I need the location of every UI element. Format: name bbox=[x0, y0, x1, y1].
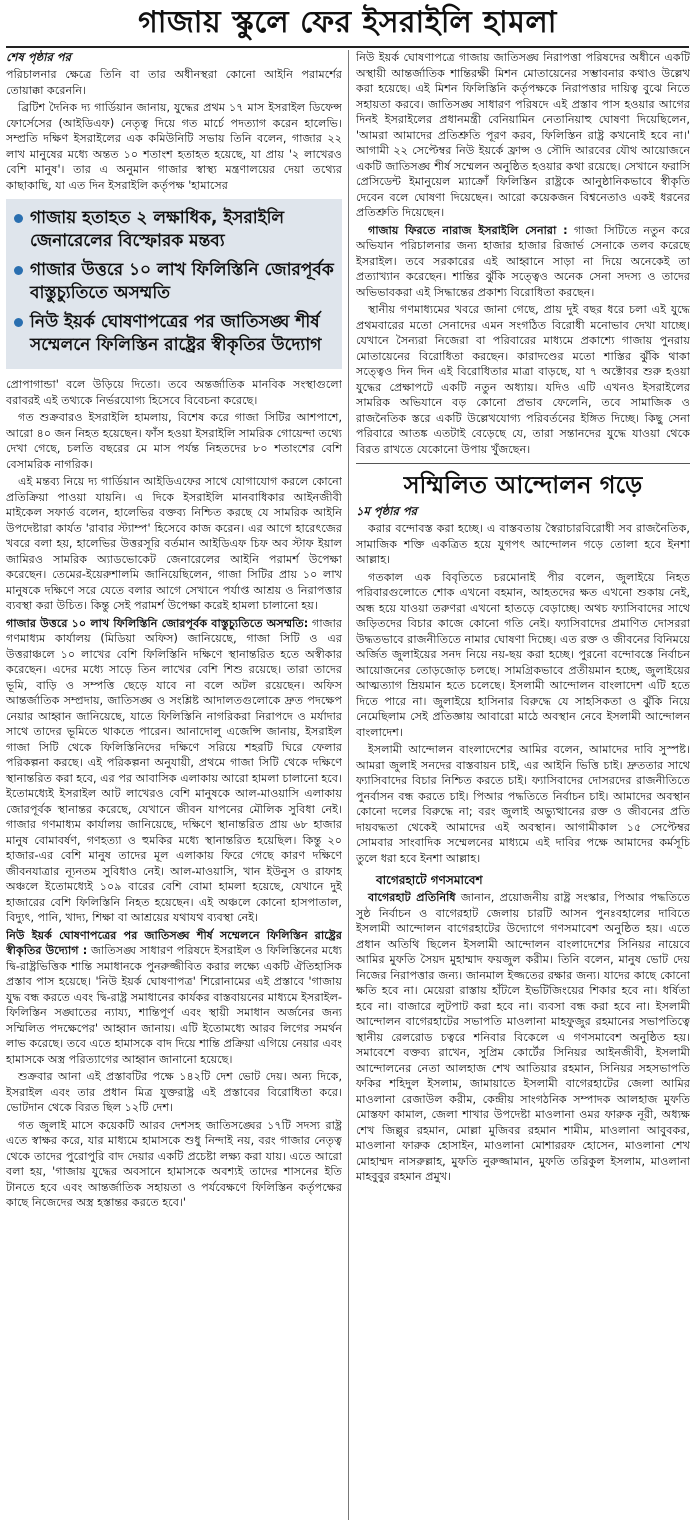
highlights-box bbox=[6, 199, 342, 369]
right-paragraph: ইসলামী আন্দোলন বাংলাদেশের আমির বলেন, আমাদের দাবি সুস্পষ্ট। আমরা জুলাই সনদের বাস্তবায়ন চাই, এর আইনি ভিত্তি চাই। দ্রুততার সাথে ফ্যাসিবাদের বিচার নিশ্চিত করতে চাই। ফ্যাসিবাদের দোসরদের রাজনীতিতে পুনর্বাসন বন্ধ করতে চাই। পিআর পদ্ধতিতে নির্বাচন চাই। আমাদের অবস্থান কোনো দলের বিরুদ্ধে না; বরং জুলাই অভ্যুত্থানের রক্ত ও জীবনের প্রতি দায়বদ্ধতা থেকেই আমাদের এই অবস্থান। আগামীকাল ১৫ সেপ্টেম্বর সোমবার সাংবাদিক সম্মেলনের মাধ্যমে এই দাবির পক্ষে আমাদের কর্মসূচি তুলে ধরা হবে ইনশা আল্লাহ। bbox=[356, 743, 690, 865]
bullet-icon bbox=[14, 214, 23, 223]
left-paragraph: এই মন্তব্য নিয়ে দ্য গার্ডিয়ান আইডিএফের সাথে যোগাযোগ করলে কোনো প্রতিক্রিয়া পাওয়া যায়নি। এ দিকে ইসরাইলি মানবাধিকার আইনজীবী মাইকেল সফার্ড বলেন, হালেভির বক্তব্য নিশ্চিত করছে যে সামরিক আইনি উপদেষ্টারা কার্যত 'রাবার স্ট্যাম্প' হিসেবে কাজ করেন। এর আগে হারেৎজের খবরে বলা হয়, হালেভির উত্তরসূরি বর্তমান আইডিএফ চিফ অব স্টাফ ইয়াল জামিরও সামরিক অ্যাডভোকেট জেনারেলের আইনি পরামর্শ উপেক্ষা করেছেন। তেমের-ইয়েরুশালমি জানিয়েছিলেন, গাজা সিটির প্রায় ১০ লাখ মানুষকে দক্ষিণে সরে যেতে বলার আগে সেখানে পর্যাপ্ত আশ্রয় ও নিরাপত্তার ব্যবস্থা করা উচিত। কিন্তু সেই পরামর্শ উপেক্ষা করেই হামলা চালানো হয়। bbox=[6, 475, 342, 612]
section-headline: সম্মিলিত আন্দোলন গড়ে bbox=[356, 463, 690, 500]
left-paragraph: ব্রিটিশ দৈনিক দ্য গার্ডিয়ান জানায়, যুদ্ধের প্রথম ১৭ মাস ইসরাইল ডিফেন্স ফোর্সেসের (আইডিএফ) নেতৃত্ব দিয়ে গত মার্চে পদত্যাগ করেন হালেভি। সম্প্রতি দক্ষিণ ইসরাইলের এক কমিউনিটি সভায় তিনি বলেন, গাজার ২২ লাখ মানুষের মধ্যে অন্তত ১০ শতাংশ হতাহত হয়েছে, যা প্রায় '২ লাখেরও বেশি মানুষ'। তার এ অনুমান গাজার স্বাস্থ্য মন্ত্রণালয়ের দেয়া তথ্যের কাছাকাছি, যা এত দিন ইসরাইলি কর্তৃপক্ষ 'হামাসের bbox=[6, 101, 342, 192]
left-paragraph: গত শুক্রবারও ইসরাইলি হামলায়, বিশেষ করে গাজা সিটির আশপাশে, আরো ৪০ জন নিহত হয়েছেন। ফাঁস হওয়া ইসরাইলি সামরিক গোয়েন্দা তথ্যে দেখা গেছে, চলতি বছরের মে মাস পর্যন্ত নিহতদের ৮০ শতাংশের বেশি বেসামরিক নাগরিক। bbox=[6, 411, 342, 471]
left-paragraph: গত জুলাই মাসে কয়েকটি আরব দেশসহ জাতিসঙ্ঘের ১৭টি সদস্য রাষ্ট্র এতে স্বাক্ষর করে, যার মাধ্যমে হামাসকে শুধু নিন্দাই নয়, বরং গাজার নেতৃত্ব থেকে তাদের পুরোপুরি বাদ দেয়ার একটি প্রচেষ্টা লক্ষ্য করা যায়। এতে আরো বলা হয়, 'গাজায় যুদ্ধের অবসানে হামাসকে অবশ্যই তাদের শাসনের ইতি টানতে হবে এবং আন্তর্জাতিক সহায়তা ও পর্যবেক্ষণে ফিলিস্তিন কর্তৃপক্ষের কাছে নিজেদের অস্ত্র হস্তান্তর করতে হবে।' bbox=[6, 1118, 342, 1209]
left-kicker: শেষ পৃষ্ঠার পর bbox=[6, 50, 71, 64]
right-paragraph: স্থানীয় গণমাধ্যমের খবরে জানা গেছে, প্রায় দুই বছর ধরে চলা এই যুদ্ধে প্রথমবারের মতো সেনাদের এমন সংগঠিত বিরোধী মনোভাব দেখা যাচ্ছে। যেখানে সৈন্যরা নিজেরা বা পরিবারের মাধ্যমে প্রকাশ্যে গাজায় পুনরায় মোতায়েনের বিরোধিতা করছেন। কারাদণ্ডের মতো শাস্তির ঝুঁকি থাকা সত্ত্বেও দিন দিন এই বিরোধিতার মাত্রা বাড়ছে, যা ৭ অক্টোবর শুরু হওয়া যুদ্ধের প্রেক্ষাপটে একটি নতুন অধ্যায়। যদিও এটি এখনও ইসরাইলের সামরিক অভিযানে বড় কোনো প্রভাব ফেলেনি, তবে সামাজিক ও রাজনৈতিক স্তরে একটি উল্লেখযোগ্য পরিবর্তনের ইঙ্গিত দিচ্ছে। কিছু সেনা পরিবারে আতঙ্ক এতটাই বেড়েছে যে, তারা সন্তানদের যুদ্ধে যাওয়া থেকে বিরত রাখতে যেকোনো উপায় খুঁজছেন। bbox=[356, 303, 690, 456]
bullet-icon bbox=[14, 266, 23, 275]
highlight-item: গাজার উত্তরে ১০ লাখ ফিলিস্তিনি জোরপূর্বক বাস্তুচ্যুতিতে অসম্মতি bbox=[12, 259, 336, 305]
left-paragraph: গাজার উত্তরে ১০ লাখ ফিলিস্তিনি জোরপূর্বক বাস্তুচ্যুতিতে অসম্মতি: গাজার গণমাধ্যম কার্যালয় (মিডিয়া অফিস) জানিয়েছে, গাজা সিটি ও এর উত্তরাঞ্চলে ১০ লাখের বেশি ফিলিস্তিনি দক্ষিণে স্থানান্তরিত হতে অস্বীকার করেছেন। এদের মধ্যে সাড়ে তিন লাখের বেশি শিশু রয়েছে। তারা তাদের ভূমি, বাড়ি ও সম্পত্তি ছেড়ে যাবে না বলে অটল রয়েছেন। অফিস আন্তর্জাতিক সম্প্রদায়, জাতিসঙ্ঘ ও সংশ্লিষ্ট আদালতগুলোকে দ্রুত পদক্ষেপ নেয়ার আহ্বান জানিয়েছে, যাতে ফিলিস্তিনি নাগরিকরা নিরাপদে ও মর্যাদার সাথে তাদের ভূমিতে থাকতে পারেন। আনাদোলু এজেন্সি জানায়, ইসরাইল গাজা সিটি থেকে ফিলিস্তিনিদের দক্ষিণে সরিয়ে শহরটি ঘিরে ফেলার পরিকল্পনা করছে। এই পরিকল্পনা অনুযায়ী, প্রথমে গাজা সিটি থেকে দক্ষিণে স্থানান্তরিত করা হবে, এর পর আবাসিক এলাকায় আরো হামলা চালানো হবে। ইতোমধ্যেই ইসরাইল আট লাখেরও বেশি মানুষকে আল-মাওয়াসি এলাকায় জোরপূর্বক স্থানান্তর করেছে, যেখানে জীবন যাপনের মৌলিক সুবিধা নেই। গাজার গণমাধ্যম কার্যালয় জানিয়েছে, দক্ষিণে স্থানান্তরিত প্রায় ৬৮ হাজার মানুষ বোমাবর্ষণ, গণহত্যা ও হুমকির মধ্যে স্থানান্তরিত হয়েছিল। কিন্তু ২০ হাজার-এর বেশি মানুষ তাদের মূল এলাকায় ফিরে গেছে কারণ দক্ষিণে জীবনযাত্রার ন্যূনতম সুবিধাও নেই। আল-মাওয়াসি, খান ইউনুস ও রাফাহ অঞ্চলে ইতোমধ্যেই ১০৯ বারের বেশি বোমা হামলা হয়েছে, যেখানে দুই হাজারের বেশি ফিলিস্তিনি নিহত হয়েছেন। এই অঞ্চলে কোনো হাসপাতাল, বিদ্যুৎ, পানি, খাদ্য, শিক্ষা বা আশ্রয়ের যথাযথ ব্যবস্থা নেই। bbox=[6, 616, 342, 924]
right-paragraph: নিউ ইয়র্ক ঘোষণাপত্রে গাজায় জাতিসঙ্ঘ নিরাপত্তা পরিষদের অধীনে একটি অস্থায়ী আন্তর্জাতিক শান্তিরক্ষী মিশন মোতায়েনের সম্ভাবনার কথাও উল্লেখ করা হয়েছে। এই মিশন ফিলিস্তিনি কর্তৃপক্ষকে নিরাপত্তার দায়িত্ব বুঝে নিতে সহায়তা করবে। জাতিসঙ্ঘ সাধারণ পরিষদে এই প্রস্তাব পাস হওয়ার আগের দিনই ইসরাইলের প্রধানমন্ত্রী বেনিয়ামিন নেতানিয়াহু ঘোষণা দিয়েছিলেন, 'আমরা আমাদের প্রতিশ্রুতি পূরণ করব, ফিলিস্তিন রাষ্ট্র কখনোই হবে না।' আগামী ২২ সেপ্টেম্বর নিউ ইয়র্কে ফ্রান্স ও সৌদি আরবের যৌথ আয়োজনে একটি জাতিসঙ্ঘ শীর্ষ সম্মেলন অনুষ্ঠিত হওয়ার কথা রয়েছে। সেখানে ফরাসি প্রেসিডেন্ট ইমানুয়েল ম্যাক্রোঁ ফিলিস্তিন রাষ্ট্রকে আনুষ্ঠানিকভাবে স্বীকৃতি দেবেন বলে ঘোষণা দিয়েছেন। আরো কয়েকজন বিশ্বনেতাও একই ধরনের প্রতিশ্রুতি দিয়েছেন। bbox=[356, 51, 690, 219]
column-divider bbox=[348, 50, 349, 1520]
right-paragraph: বাগেরহাট প্রতিনিধি জানান, প্রয়োজনীয় রাষ্ট্র সংস্কার, পিআর পদ্ধতিতে সুষ্ঠ নির্বাচন ও বাগেরহাট জেলায় চারটি আসন পুনঃবহালের দাবিতে ইসলামী আন্দোলন বাগেরহাটের উদ্যোগে গণসমাবেশ অনুষ্ঠিত হয়। এতে প্রধান অতিথি ছিলেন ইসলামী আন্দোলন বাংলাদেশের সিনিয়র নায়েবে আমির মুফতি সৈয়দ মুহাম্মাদ ফয়জুল করীম। তিনি বলেন, মানুষ ভোট দেয় নিজের নিরাপত্তার জন্য। জানমাল ইজ্জতের রক্ষার জন্য। যাদের কাছে কোনো ক্ষতি হবে না। মেয়েরা রাস্তায় হাঁটলে ইভটিজিংয়ের শিকার হবে না। ধর্ষিতা হবে না। বাজারে লুটপাট করা হবে না। ব্যবসা বন্ধ করা হবে না। ইসলামী আন্দোলন বাগেরহাটের সভাপতি মাওলানা মাহফুজুর রহমানের সভাপতিত্বে স্থানীয় রেলরোড চত্বরে শনিবার বিকেলে এ গণসমাবেশ অনুষ্ঠিত হয়। সমাবেশে বক্তব্য রাখেন, সুপ্রিম কোর্টের সিনিয়র আইনজীবী, ইসলামী আন্দোলনের নেতা আলহাজ শেখ আতিয়ার রহমান, সিনিয়র সহসভাপতি ফকির শহিদুল ইসলাম, জামায়াতে ইসলামী বাগেরহাটের জেলা আমির মাওলানা রেজাউল করীম, কেন্দ্রীয় সাংগঠনিক সম্পাদক আলহাজ মুফতি মোস্তফা কামাল, জেলা শাখার উপদেষ্টা মাওলানা ওমর ফারুক নূরী, অধ্যক্ষ শেখ জিল্লুর রহমান, মোল্লা মুজিবর রহমান শামীম, মাওলানা আবুবকর, মাওলানা ফারুক হোসাইন, মাওলানা মোশাররফ হোসেন, মাওলানা শেখ মোহাম্মদ নাসরুল্লাহ, মুফতি নুরুজ্জামান, মুফতি তরিকুল ইসলাম, মাওলানা মাহবুবুর রহমান প্রমুখ। bbox=[356, 891, 690, 1183]
right-column bbox=[356, 50, 690, 1522]
right-paragraph: গাজায় ফিরতে নারাজ ইসরাইলি সেনারা : গাজা সিটিতে নতুন করে অভিযান পরিচালনার জন্য হাজার হাজার রিজার্ভ সেনাকে তলব করেছে ইসরাইল। তবে সরকারের এই আহ্বানে সাড়া না দিয়ে অনেকেই তা প্রত্যাখ্যান করেছেন। শান্তির ঝুঁকি সত্ত্বেও অনেক সেনা সদস্য ও তাদের অভিভাবকরা এই সিদ্ধান্তের প্রকাশ্য বিরোধিতা করছেন। bbox=[356, 223, 690, 299]
subsection-title: বাগেরহাটে গণসমাবেশ bbox=[376, 873, 483, 887]
right-paragraph: গতকাল এক বিবৃতিতে চরমোনাই পীর বলেন, জুলাইয়ে নিহত পরিবারগুলোতে শোক এখনো বহমান, আহতদের ক্ষত এখনো শুকায় নেই, অন্ধ হয়ে যাওয়া তরুণরা এখনো হাতড়ে বেড়াচ্ছে। অথচ ফ্যাসিবাদের সাথে জড়িতদের বিচার কাজে কোনো গতি নেই। ফ্যাসিবাদের প্রমাণিত দোসররা উদ্ধতভাবে রাজনীতিতে নামার ঘোষণা দিচ্ছে। এত রক্ত ও জীবনের বিনিময়ে অর্জিত জুলাইয়ের সনদ নিয়ে নয়-ছয় করা হচ্ছে। পুরনো বন্দোবস্তে নির্বাচন আয়োজনের তোড়জোড় চলছে। সামগ্রিকভাবে প্রতীয়মান হচ্ছে, জুলাইয়ের আত্মত্যাগ ম্রিয়মান হতে চলেছে। ইসলামী আন্দোলন বাংলাদেশ এটি হতে দিতে পারে না। জুলাইয়ে হাসিনার বিরুদ্ধে যে সাহসিকতা ও ঝুঁকি নিয়ে নেমেছিলাম সেই প্রতিজ্ঞায় আবারো মাঠে অবস্থান নেবে ইসলামী আন্দোলন বাংলাদেশ। bbox=[356, 570, 690, 739]
left-paragraph: শুক্রবার আনা এই প্রস্তাবটির পক্ষে ১৪২টি দেশ ভোট দেয়। অন্য দিকে, ইসরাইল এবং তার প্রধান মিত্র যুক্তরাষ্ট্র এই প্রস্তাবের বিরোধিতা করে। ভোটদান থেকে বিরত ছিল ১২টি দেশ। bbox=[6, 1070, 342, 1114]
left-paragraph: প্রোপাগান্ডা' বলে উড়িয়ে দিতো। তবে অন্তর্জাতিক মানবিক সংস্থাগুলো বরাবরই এই তথ্যকে নির্ভরযোগ্য হিসেবে বিবেচনা করেছে। bbox=[6, 378, 342, 407]
right-subhead: গাজায় ফিরতে নারাজ ইসরাইলি সেনারা : bbox=[368, 223, 568, 237]
left-subhead: গাজার উত্তরে ১০ লাখ ফিলিস্তিনি জোরপূর্বক বাস্তুচ্যুতিতে অসম্মতি: bbox=[6, 616, 309, 630]
left-paragraph: নিউ ইয়র্ক ঘোষণাপত্রের পর জাতিসঙ্ঘ শীর্ষ সম্মেলনে ফিলিস্তিন রাষ্ট্রের স্বীকৃতির উদ্যোগ : জাতিসঙ্ঘ সাধারণ পরিষদে ইসরাইল ও ফিলিস্তিনের মধ্যে দ্বি-রাষ্ট্রভিত্তিক শান্তি সমাধানকে পুনরুজ্জীবিত করার লক্ষ্যে একটি ঐতিহাসিক প্রস্তাব পাস হয়েছে। 'নিউ ইয়র্ক ঘোষণাপত্র' শিরোনামের এই প্রস্তাবে 'গাজায় যুদ্ধ বন্ধ করতে এবং দ্বি-রাষ্ট্র সমাধানের কার্যকর বাস্তবায়নের মাধ্যমে ইসরাইল-ফিলিস্তিন সঙ্ঘাতের ন্যায্য, শান্তিপূর্ণ এবং স্থায়ী সমাধান অর্জনের জন্য সম্মিলিত পদক্ষেপের' আহ্বান জানায়। এটি ইতোমধ্যে আরব লিগের সমর্থন লাভ করেছে। তবে এতে হামাসকে বাদ দিয়ে শান্তি প্রক্রিয়া এগিয়ে নেয়ার এবং হামাসকে অস্ত্র পরিত্যাগের আহ্বান জানানো হয়েছে। bbox=[6, 928, 342, 1066]
right-paragraph: করার বন্দোবস্ত করা হচ্ছে। এ বাস্তবতায় স্বৈরাচারবিরোধী সব রাজনৈতিক, সামাজিক শক্তি একত্রিত হয়ে যুগপৎ আন্দোলন গড়ে তোলা হবে ইনশা আল্লাহ। bbox=[356, 522, 690, 566]
bullet-icon bbox=[14, 318, 23, 327]
right-subhead: বাগেরহাট প্রতিনিধি bbox=[368, 891, 456, 904]
highlight-item: নিউ ইয়র্ক ঘোষণাপত্রের পর জাতিসঙ্ঘ শীর্ষ সম্মেলনে ফিলিস্তিন রাষ্ট্রের স্বীকৃতির উদ্যোগ bbox=[12, 311, 336, 357]
headline-rule bbox=[6, 46, 689, 48]
right-kicker: ১ম পৃষ্ঠার পর bbox=[356, 504, 417, 518]
left-subhead: নিউ ইয়র্ক ঘোষণাপত্রের পর জাতিসঙ্ঘ শীর্ষ সম্মেলনে ফিলিস্তিন রাষ্ট্রের স্বীকৃতির উদ্যোগ : bbox=[6, 928, 342, 957]
page-headline: গাজায় স্কুলে ফের ইসরাইলি হামলা bbox=[138, 5, 557, 40]
highlight-item: গাজায় হতাহত ২ লক্ষাধিক, ইসরাইলি জেনারেলের বিস্ফোরক মন্তব্য bbox=[12, 207, 336, 253]
left-paragraph: পরিচালনার ক্ষেত্রে তিনি বা তার অধীনস্থরা কোনো আইনি পরামর্শের তোয়াক্কা করেননি। bbox=[6, 68, 342, 97]
left-column bbox=[6, 50, 342, 1522]
